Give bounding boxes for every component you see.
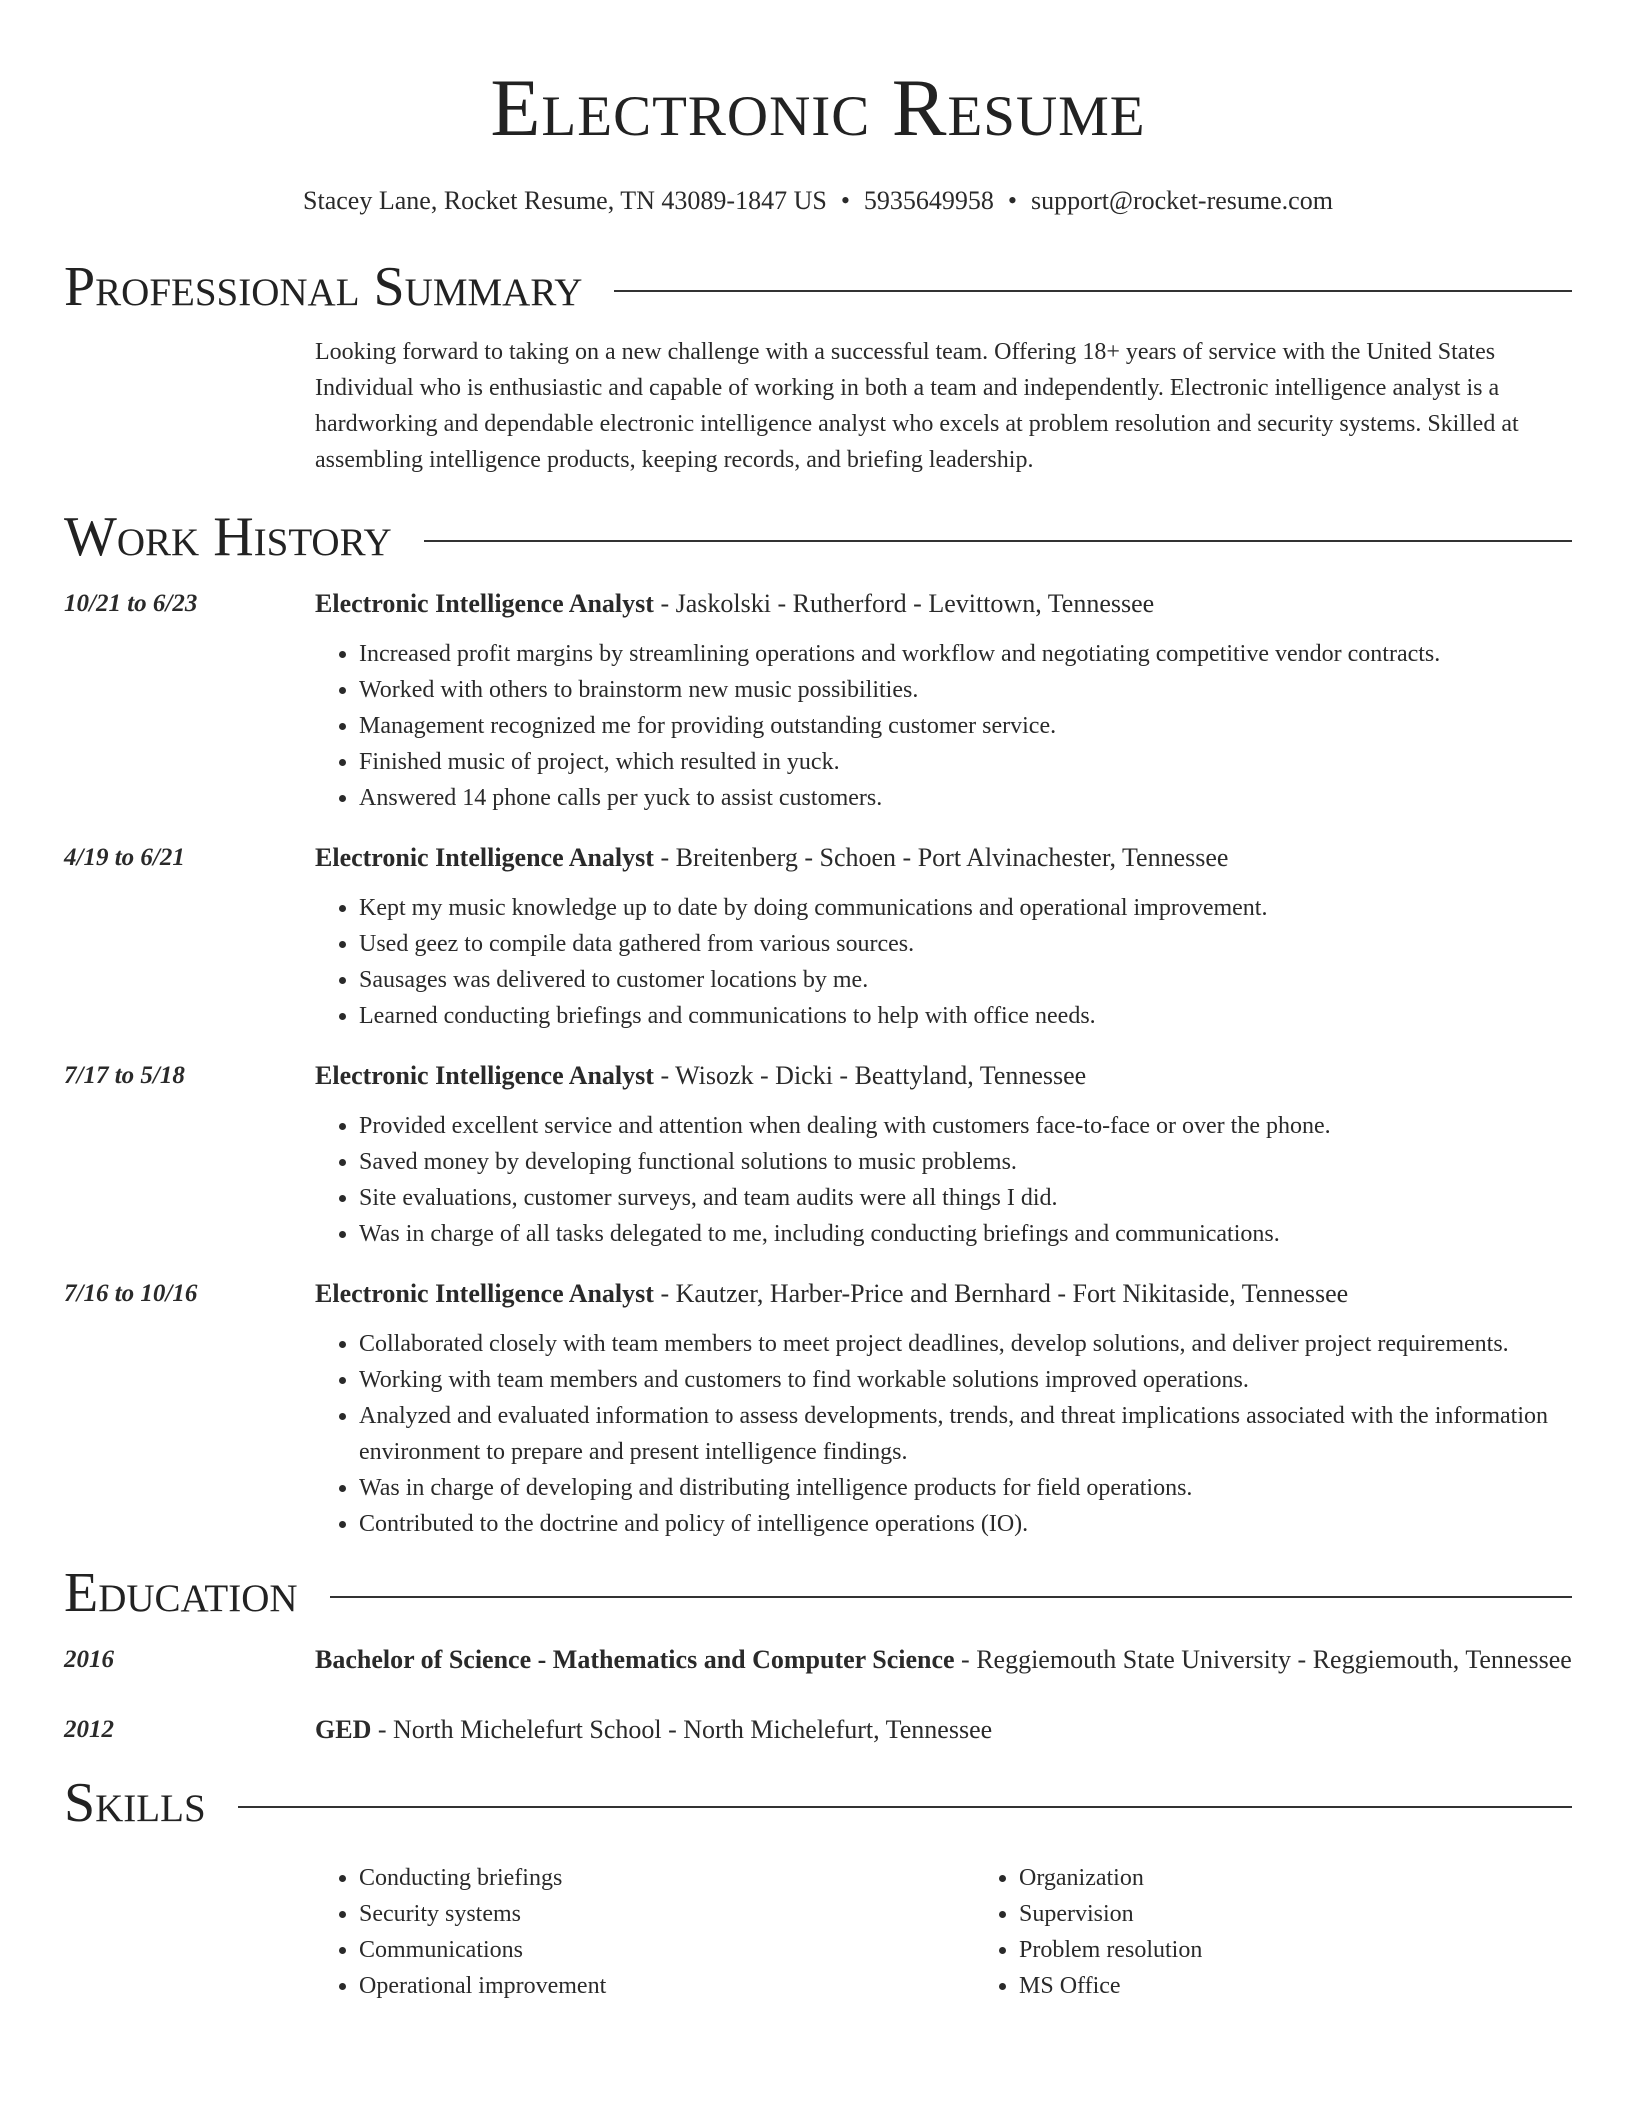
skill-item: • Operational improvement: [359, 1968, 975, 2004]
work-headline: [315, 584, 1572, 624]
work-section-header: [64, 506, 1572, 568]
work-entry: [64, 584, 1572, 816]
list-item: • Saved money by developing functional solutions to music problems.: [359, 1144, 1572, 1180]
contact-separator: •: [1007, 186, 1018, 215]
work-date: 10/21 to 6/23: [64, 590, 198, 617]
job-employer: - Jaskolski - Rutherford - Levittown, Tennessee: [653, 589, 1155, 618]
list-item: • Increased profit margins by streamlining operations and workflow and negotiating competitive vendor contracts.: [359, 636, 1572, 672]
contact-phone: 5935649958: [863, 186, 994, 215]
skill-item: • Problem resolution: [1019, 1932, 1202, 1968]
list-item: • Learned conducting briefings and communications to help with office needs.: [359, 998, 1572, 1034]
job-employer: - Wisozk - Dicki - Beattyland, Tennessee: [653, 1061, 1087, 1090]
list-item: • Collaborated closely with team members to meet project deadlines, develop solutions, and deliver project requirements.: [359, 1326, 1572, 1362]
list-item: • Site evaluations, customer surveys, and team audits were all things I did.: [359, 1180, 1572, 1216]
work-headline: [315, 1274, 1572, 1314]
skills-column-right: [975, 1860, 1202, 2004]
resume-title: Electronic Resume: [490, 62, 1146, 153]
section-title-skills: Skills: [64, 1772, 206, 1834]
skill-item: • Security systems: [359, 1896, 975, 1932]
work-entry: [64, 1274, 1572, 1542]
school: - Reggiemouth State University - Reggiemouth, Tennessee: [954, 1645, 1572, 1674]
skill-item: • Communications: [359, 1932, 975, 1968]
section-divider: [330, 1596, 1572, 1598]
work-bullets: [315, 636, 1572, 816]
list-item: • Finished music of project, which resulted in yuck.: [359, 744, 1572, 780]
education-headline: [315, 1710, 1572, 1750]
skill-item: • MS Office: [1019, 1968, 1202, 2004]
education-entry: [64, 1710, 1572, 1750]
list-item: • Was in charge of all tasks delegated to me, including conducting briefings and communications.: [359, 1216, 1572, 1252]
summary-text: Looking forward to taking on a new challenge with a successful team. Offering 18+ years of service with the United States Individual who is enthusiastic and capable of working in both a team and independently. Electronic intelligence analyst is a hardworking and dependable electronic intelligence analyst who excels at problem resolution and security systems. Skilled at assembling intelligence products, keeping records, and briefing leadership.: [315, 339, 1519, 473]
list-item: • Contributed to the doctrine and policy of intelligence operations (IO).: [359, 1506, 1572, 1542]
education-year: 2012: [64, 1716, 114, 1743]
skill-item: • Supervision: [1019, 1896, 1202, 1932]
work-date: 7/16 to 10/16: [64, 1280, 198, 1307]
contact-line: [64, 184, 1572, 218]
list-item: • Kept my music knowledge up to date by doing communications and operational improvement.: [359, 890, 1572, 926]
job-title: Electronic Intelligence Analyst: [315, 1061, 654, 1090]
section-divider: [238, 1806, 1572, 1808]
list-item: • Was in charge of developing and distributing intelligence products for field operations.: [359, 1470, 1572, 1506]
list-item: • Analyzed and evaluated information to assess developments, trends, and threat implications associated with the information environment to prepare and present intelligence findings.: [359, 1398, 1572, 1470]
section-title-summary: Professional Summary: [64, 256, 583, 318]
list-item: • Used geez to compile data gathered from various sources.: [359, 926, 1572, 962]
work-entry: [64, 838, 1572, 1034]
education-headline: [315, 1640, 1572, 1680]
work-bullets: [315, 890, 1572, 1034]
work-date: 7/17 to 5/18: [64, 1062, 185, 1089]
skills-list: [315, 1860, 1572, 2004]
list-item: • Management recognized me for providing outstanding customer service.: [359, 708, 1572, 744]
skill-item: • Conducting briefings: [359, 1860, 975, 1896]
education-year: 2016: [64, 1646, 114, 1673]
contact-separator: •: [840, 186, 850, 215]
section-title-work: Work History: [64, 506, 392, 568]
education-section-header: [64, 1562, 1572, 1624]
education-entry: [64, 1640, 1572, 1680]
work-headline: [315, 1056, 1572, 1096]
work-bullets: [315, 1326, 1572, 1542]
school: - North Michelefurt School - North Michelefurt, Tennessee: [371, 1715, 993, 1744]
contact-address: Stacey Lane, Rocket Resume, TN 43089-1847 US: [303, 186, 827, 215]
work-headline: [315, 838, 1572, 878]
list-item: • Worked with others to brainstorm new music possibilities.: [359, 672, 1572, 708]
work-entry: [64, 1056, 1572, 1252]
degree: Bachelor of Science - Mathematics and Computer Science: [315, 1645, 955, 1674]
section-title-education: Education: [64, 1562, 298, 1624]
skills-section-header: [64, 1772, 1572, 1834]
section-divider: [614, 290, 1572, 292]
skills-column-left: [315, 1860, 975, 2004]
job-title: Electronic Intelligence Analyst: [315, 1279, 654, 1308]
job-employer: - Kautzer, Harber-Price and Bernhard - Fort Nikitaside, Tennessee: [653, 1279, 1349, 1308]
list-item: • Sausages was delivered to customer locations by me.: [359, 962, 1572, 998]
work-date: 4/19 to 6/21: [64, 844, 185, 871]
list-item: • Provided excellent service and attention when dealing with customers face-to-face or over the phone.: [359, 1108, 1572, 1144]
job-title: Electronic Intelligence Analyst: [315, 589, 654, 618]
job-employer: - Breitenberg - Schoen - Port Alvinachester, Tennessee: [653, 843, 1229, 872]
section-divider: [424, 540, 1572, 542]
degree: GED: [315, 1715, 372, 1744]
contact-email: support@rocket-resume.com: [1031, 186, 1333, 215]
work-bullets: [315, 1108, 1572, 1252]
list-item: • Working with team members and customers to find workable solutions improved operations.: [359, 1362, 1572, 1398]
job-title: Electronic Intelligence Analyst: [315, 843, 654, 872]
list-item: • Answered 14 phone calls per yuck to assist customers.: [359, 780, 1572, 816]
summary-section-header: [64, 256, 1572, 318]
skill-item: • Organization: [1019, 1860, 1202, 1896]
